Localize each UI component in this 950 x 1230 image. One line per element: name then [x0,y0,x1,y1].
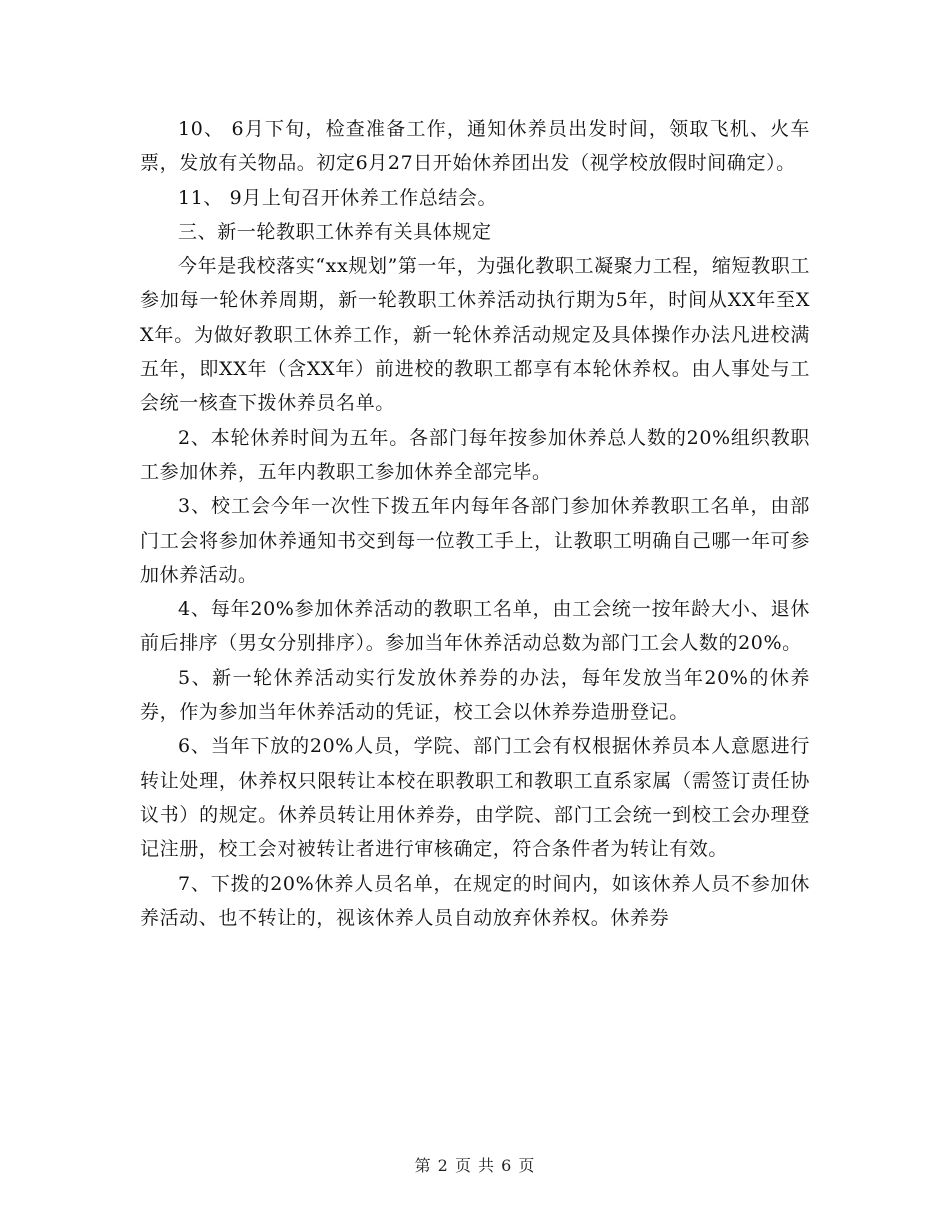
paragraph-item-10: 10、 6月下旬，检查准备工作，通知休养员出发时间，领取飞机、火车票，发放有关物品。初定6月27日开始休养团出发（视学校放假时间确定）。 [140,118,810,175]
paragraph-intro: 今年是我校落实“xx规划”第一年，为强化教职工凝聚力工程，缩短教职工参加每一轮休养周期，新一轮教职工休养活动执行期为5年，时间从XX年至XX年。为做好教职工休养工作，新一轮休养活动规定及具体操作办法凡进校满五年，即XX年（含XX年）前进校的教职工都享有本轮休养权。由人事处与工会统一核查下拨休养员名单。 [140,255,810,415]
paragraph-rule-5: 5、新一轮休养活动实行发放休养券的办法，每年发放当年20%的休养券，作为参加当年休养活动的凭证，校工会以休养券造册登记。 [140,666,810,724]
paragraph-rule-7: 7、下拨的20%休养人员名单，在规定的时间内，如该休养人员不参加休养活动、也不转让的，视该休养人员自动放弃休养权。休养券 [140,872,810,929]
paragraph-rule-2: 2、本轮休养时间为五年。各部门每年按参加休养总人数的20%组织教职工参加休养，五年内教职工参加休养全部完毕。 [140,426,810,483]
paragraph-item-11: 11、 9月上旬召开休养工作总结会。 [178,186,498,209]
section-heading-3: 三、新一轮教职工休养有关具体规定 [178,220,492,243]
paragraph-rule-6: 6、当年下放的20%人员，学院、部门工会有权根据休养员本人意愿进行转让处理，休养权只限转让本校在职教职工和教职工直系家属（需签订责任协议书）的规定。休养员转让用休养券，由学院、部门工会统一到校工会办理登记注册，校工会对被转让者进行审核确定，符合条件者为转让有效。 [140,735,810,861]
paragraph-rule-3: 3、校工会今年一次性下拨五年内每年各部门参加休养教职工名单，由部门工会将参加休养通知书交到每一位教工手上，让教职工明确自己哪一年可参加休养活动。 [140,495,810,586]
page-number-footer: 第 2 页 共 6 页 [414,1156,536,1175]
paragraph-rule-4: 4、每年20%参加休养活动的教职工名单，由工会统一按年龄大小、退休前后排序（男女分别排序）。参加当年休养活动总数为部门工会人数的20%。 [140,598,810,655]
document-body [140,112,810,935]
